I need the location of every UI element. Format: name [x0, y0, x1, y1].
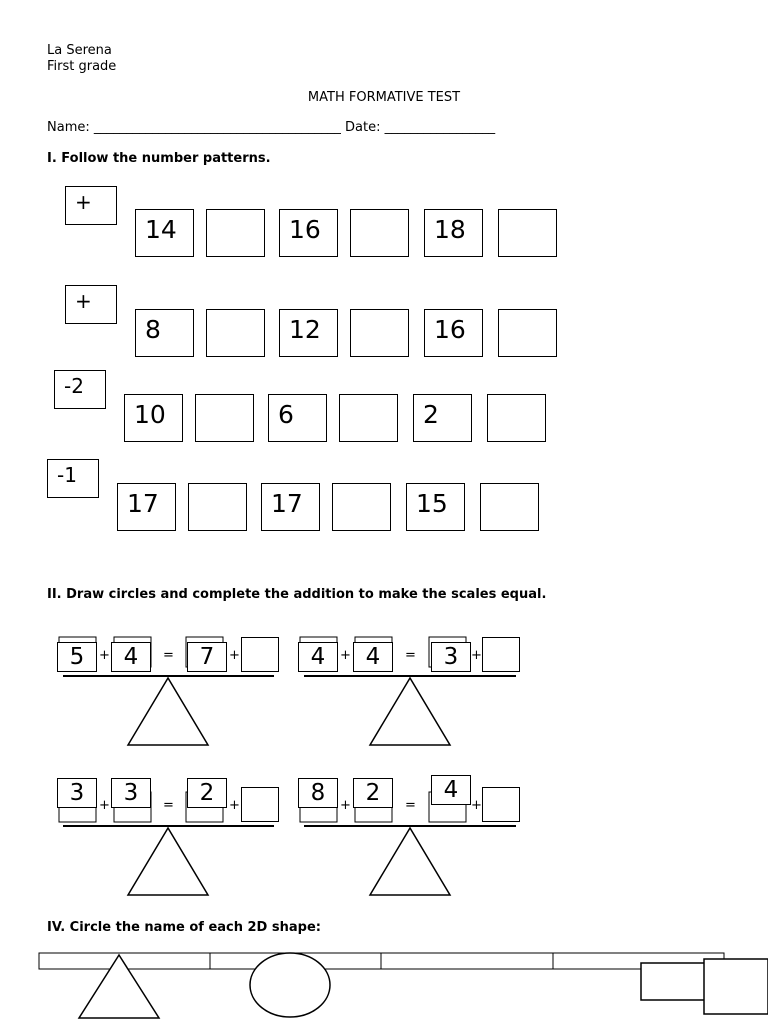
pattern-rule: +: [65, 285, 117, 324]
pattern-cell: 17: [117, 483, 176, 531]
scale-answer-box[interactable]: [241, 637, 279, 672]
square-icon: [704, 959, 768, 1014]
pattern-cell: 17: [261, 483, 320, 531]
plus-sign: +: [99, 798, 110, 813]
triangle-icon: [370, 678, 450, 745]
plus-sign: +: [340, 648, 351, 663]
scale-answer-box[interactable]: [482, 637, 520, 672]
plus-sign: +: [229, 648, 240, 663]
page-title: MATH FORMATIVE TEST: [307, 90, 461, 105]
plus-sign: +: [340, 798, 351, 813]
plus-sign: +: [99, 648, 110, 663]
pattern-cell: 10: [124, 394, 183, 442]
pattern-cell: 2: [413, 394, 472, 442]
name-date-line: Name: ______________________________________ Date: _________________: [47, 120, 496, 135]
scale-addend-box: 2: [187, 778, 227, 808]
equals-sign: =: [405, 798, 416, 813]
circle-icon: [250, 953, 330, 1017]
scale-answer-box[interactable]: [241, 787, 279, 822]
scale-addend-box: 2: [353, 778, 393, 808]
scale-addend-box: 4: [431, 775, 471, 805]
scale-addend-box: 3: [431, 642, 471, 672]
pattern-cell: 12: [279, 309, 338, 357]
section-1-heading: I. Follow the number patterns.: [47, 151, 271, 166]
triangle-icon: [128, 828, 208, 895]
equals-sign: =: [405, 648, 416, 663]
pattern-cell: 6: [268, 394, 327, 442]
section-2-heading: II. Draw circles and complete the addition to make the scales equal.: [47, 587, 547, 602]
section-4-heading: IV. Circle the name of each 2D shape:: [47, 920, 321, 935]
scale-addend-box: 5: [57, 642, 97, 672]
plus-sign: +: [229, 798, 240, 813]
scale-addend-box: 3: [111, 778, 151, 808]
scale-addend-box: 4: [111, 642, 151, 672]
plus-sign: +: [471, 798, 482, 813]
pattern-rule: -1: [47, 459, 99, 498]
pattern-cell: 15: [406, 483, 465, 531]
triangle-icon: [128, 678, 208, 745]
scale-addend-box: 8: [298, 778, 338, 808]
equals-sign: =: [163, 798, 174, 813]
grade-label: First grade: [47, 59, 117, 74]
scale-addend-box: 7: [187, 642, 227, 672]
equals-sign: =: [163, 648, 174, 663]
pattern-cell: 16: [424, 309, 483, 357]
pattern-rule: +: [65, 186, 117, 225]
plus-sign: +: [471, 648, 482, 663]
scale-addend-box: 3: [57, 778, 97, 808]
triangle-icon: [370, 828, 450, 895]
square-icon: [641, 963, 708, 1000]
pattern-rule: -2: [54, 370, 106, 409]
pattern-cell: 14: [135, 209, 194, 257]
pattern-cell: 16: [279, 209, 338, 257]
school-name: La Serena: [47, 43, 112, 58]
scale-answer-box[interactable]: [482, 787, 520, 822]
scale-addend-box: 4: [298, 642, 338, 672]
pattern-cell: 8: [135, 309, 194, 357]
pattern-cell: 18: [424, 209, 483, 257]
scale-addend-box: 4: [353, 642, 393, 672]
